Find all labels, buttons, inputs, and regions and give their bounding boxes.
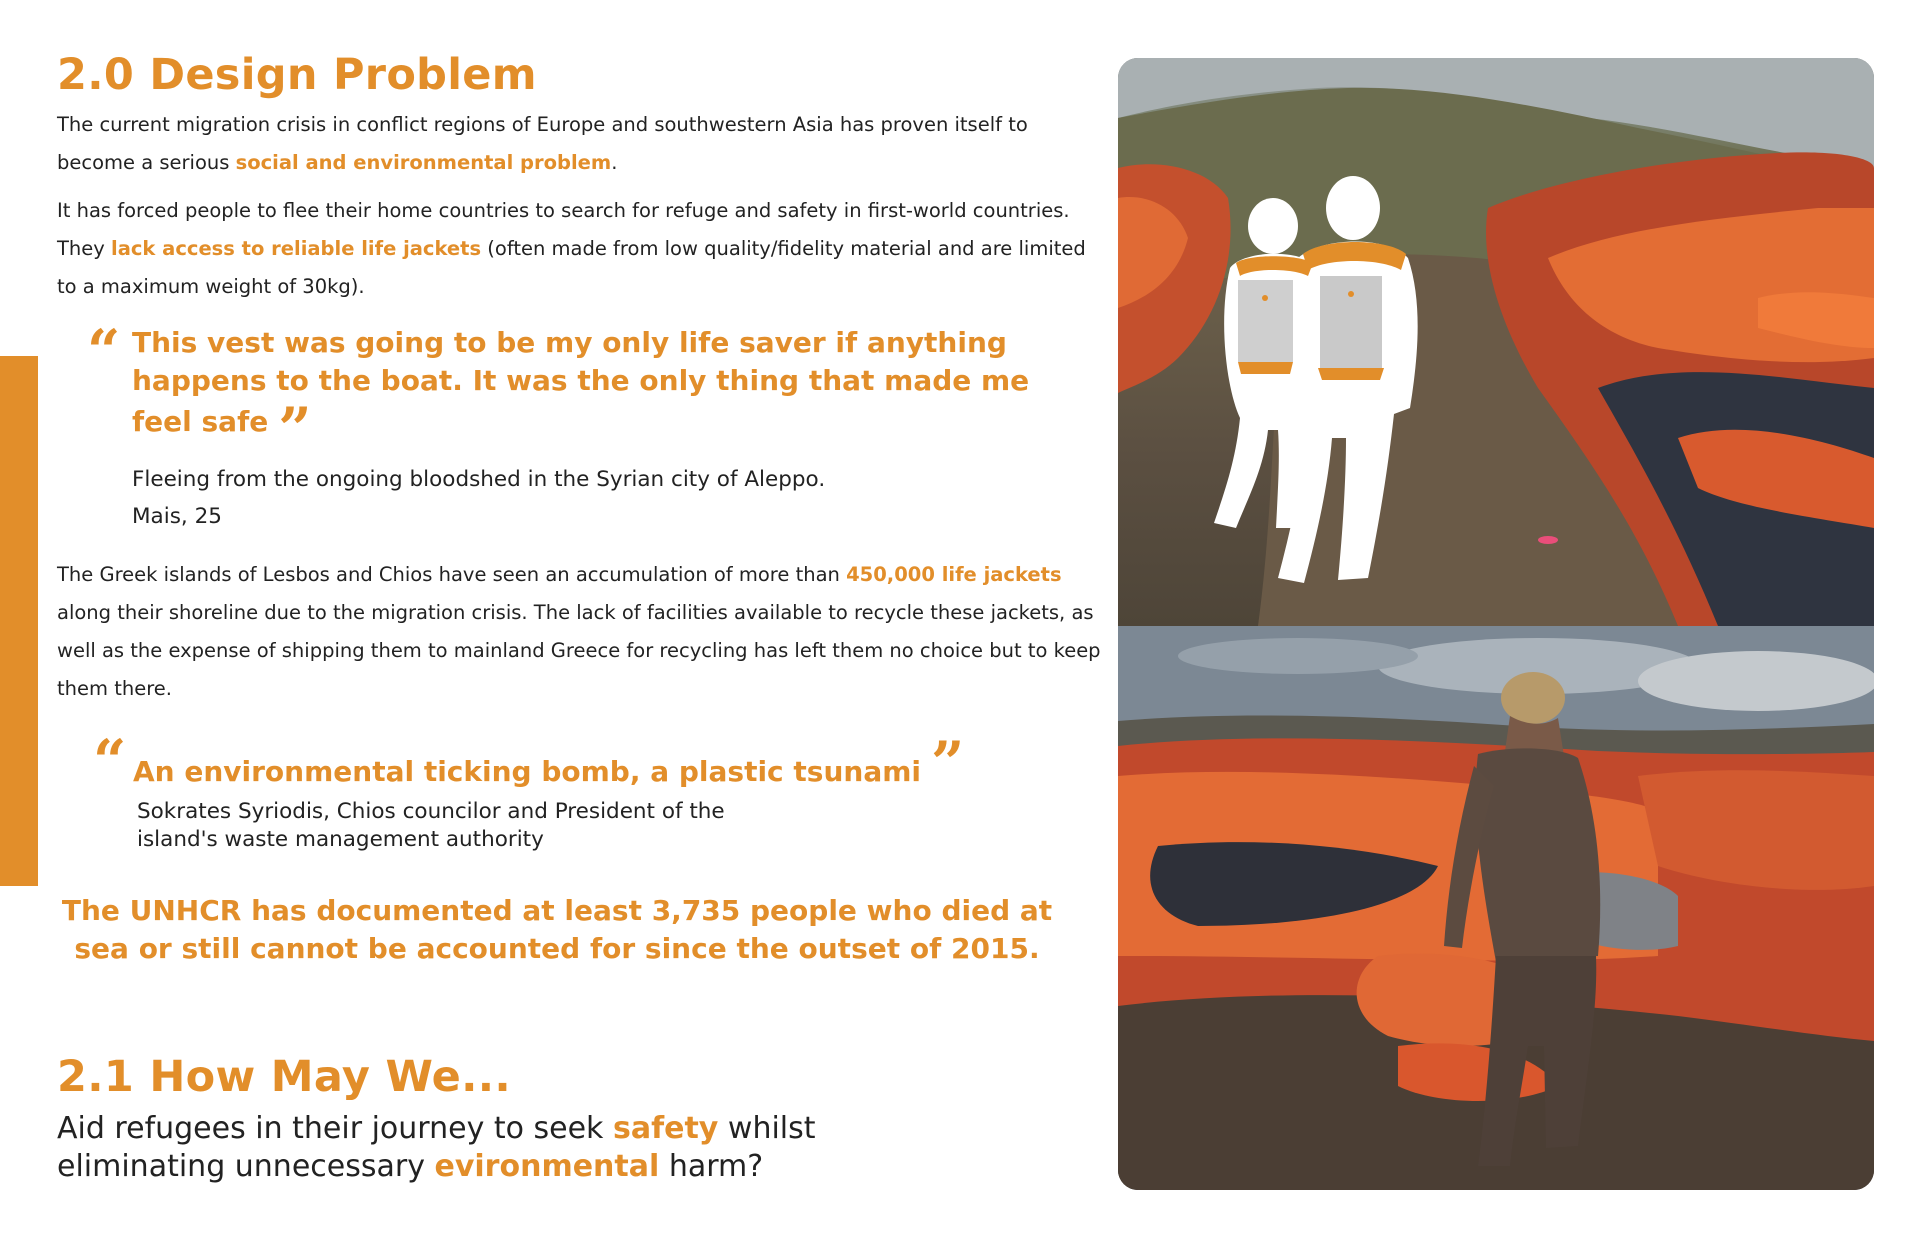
illustration-top-photo xyxy=(1118,58,1874,626)
highlight-safety: safety xyxy=(612,1111,719,1146)
quote-text-mais: This vest was going to be my only life saver if anything happens to the boat. It was the only thing that made me feel safe ” xyxy=(132,326,1030,463)
photo-panel xyxy=(1118,58,1874,1190)
quote-close-icon: ” xyxy=(278,395,312,463)
highlight-evironmental: evironmental xyxy=(434,1149,660,1184)
section-title-design-problem: 2.0 Design Problem xyxy=(57,50,537,100)
highlight-450000-life-jackets: 450,000 life jackets xyxy=(846,563,1062,586)
quote-attribution-mais-context: Fleeing from the ongoing bloodshed in the Syrian city of Aleppo. xyxy=(132,467,826,492)
photo-man-walking-through-life-jackets xyxy=(1118,626,1874,1190)
illustration-bottom-photo xyxy=(1118,626,1874,1190)
quote-attribution-mais-name: Mais, 25 xyxy=(132,504,222,529)
quote-open-icon: “ xyxy=(87,317,121,385)
paragraph-life-jackets-text: It has forced people to flee their home countries to search for refuge and safety in first-world countries. They xyxy=(57,199,1070,260)
photo-life-jacket-piles-with-figures xyxy=(1118,58,1874,626)
quote-text-sokrates: An environmental ticking bomb, a plastic tsunami ” xyxy=(133,729,965,797)
paragraph-intro-end: . xyxy=(611,151,618,174)
left-column xyxy=(57,50,1101,1186)
quote-attribution-sokrates-line2: island's waste management authority xyxy=(137,827,544,852)
paragraph-intro xyxy=(57,106,1097,182)
highlight-social-environmental: social and environmental problem xyxy=(235,151,612,174)
quote-block-sokrates xyxy=(57,727,1057,854)
accent-side-bar xyxy=(0,356,38,886)
paragraph-life-jackets xyxy=(57,192,1107,306)
quote-close-icon-2: ” xyxy=(931,729,965,797)
paragraph-greek-islands-text: The Greek islands of Lesbos and Chios have seen an accumulation of more than xyxy=(57,563,847,586)
paragraph-intro-text: The current migration crisis in conflict regions of Europe and southwestern Asia has proven itself to become a serious xyxy=(57,113,1028,174)
paragraph-life-jackets-end: (often made from low quality/fidelity material and are limited to a maximum weight of 30kg). xyxy=(57,237,1086,298)
how-may-we-statement: Aid refugees in their journey to seek safety whilst eliminating unnecessary evironmental harm? xyxy=(57,1111,816,1184)
quote-open-icon-2: “ xyxy=(93,727,127,795)
paragraph-greek-islands-end: along their shoreline due to the migration crisis. The lack of facilities available to recycle these jackets, as well as the expense of shipping them to mainland Greece for recycling has left them no choice but to keep them there. xyxy=(57,601,1101,700)
section-title-how-may-we: 2.1 How May We... xyxy=(57,1052,512,1102)
quote-attribution-sokrates-line1: Sokrates Syriodis, Chios councilor and President of the xyxy=(137,799,725,824)
highlight-lack-access: lack access to reliable life jackets xyxy=(111,237,482,260)
unhcr-statistic: The UNHCR has documented at least 3,735 people who died at sea or still cannot be accounted for since the outset of 2015. xyxy=(61,894,1053,965)
quote-block-mais xyxy=(57,317,1057,534)
paragraph-greek-islands xyxy=(57,556,1107,708)
